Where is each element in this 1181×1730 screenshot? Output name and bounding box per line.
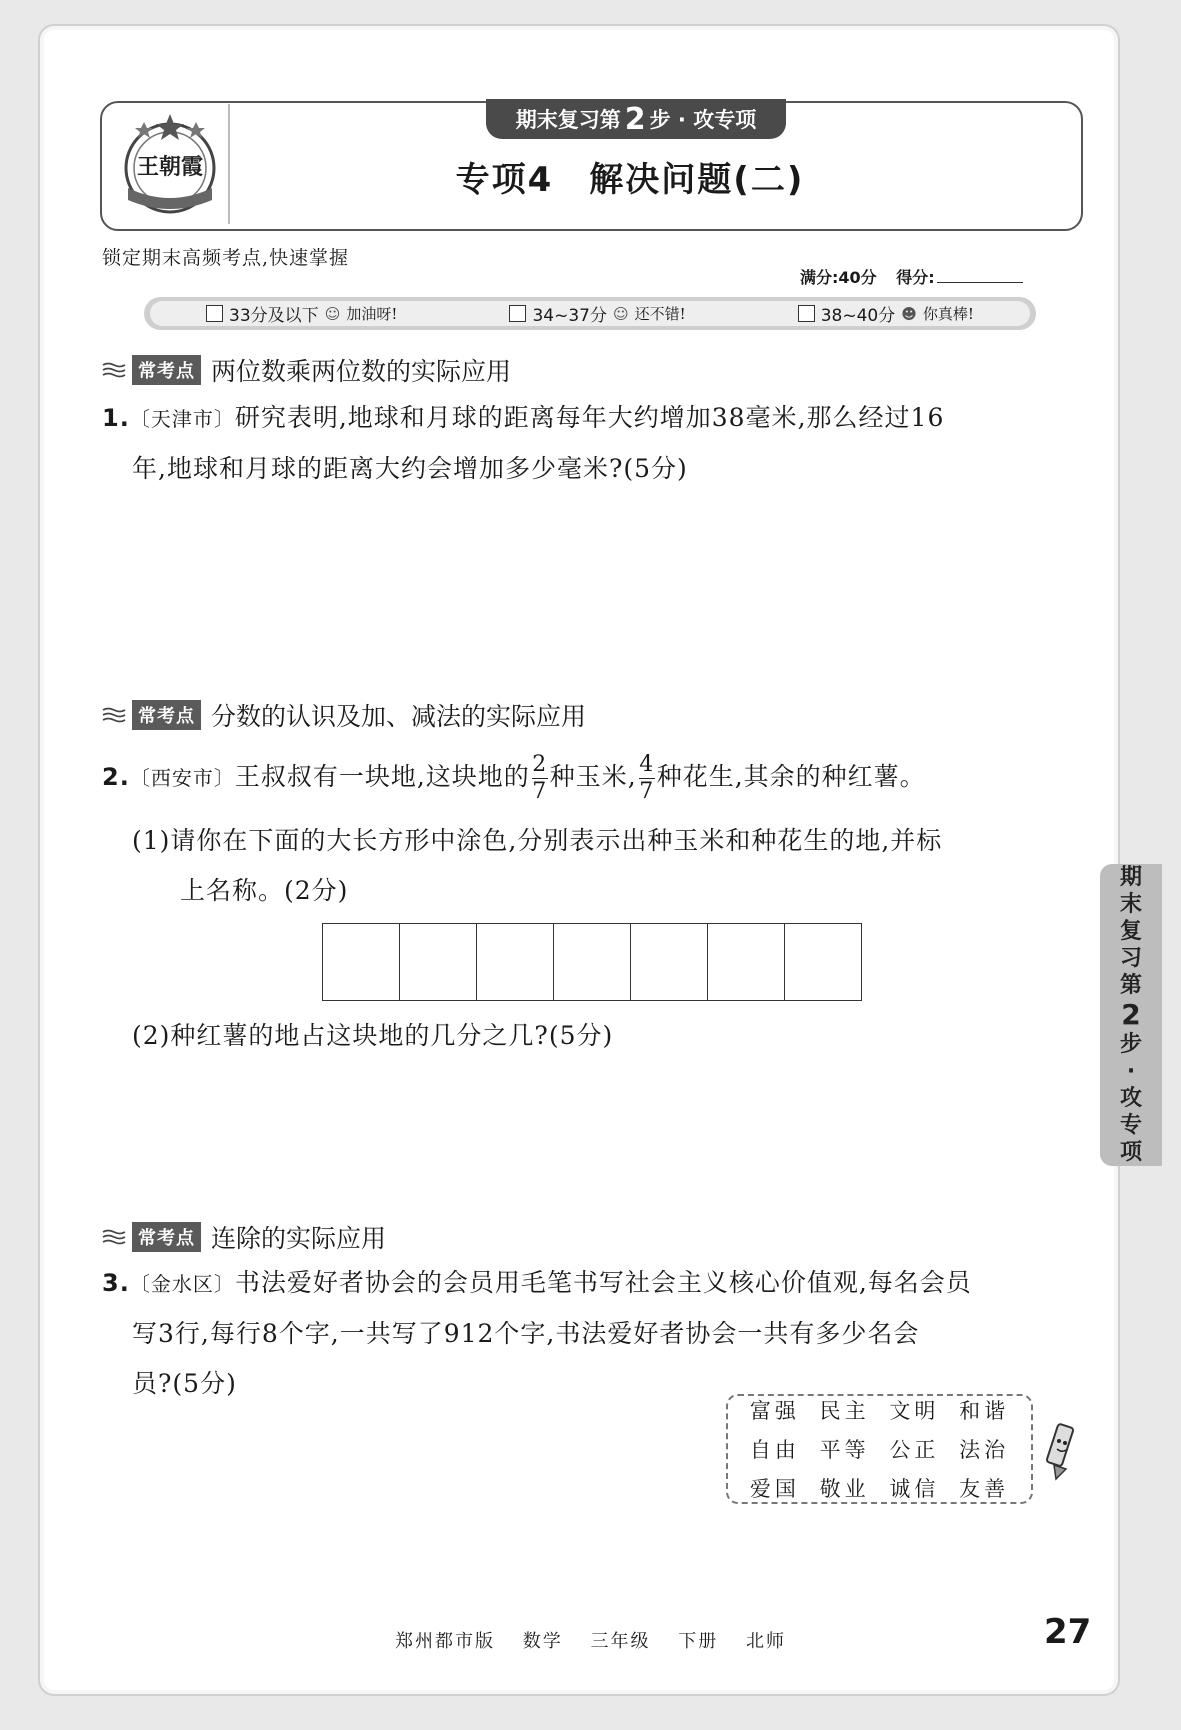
score-label: 得分: [896,268,935,287]
rating-checkbox-low[interactable] [206,305,223,322]
wave-icon [102,706,126,724]
question-text: 种花生,其余的种红薯。 [656,762,926,791]
sub-question-2: (2)种红薯的地占这块地的几分之几?(5分) [132,1021,614,1050]
core-value: 公正 [889,1438,940,1462]
fraction-numerator: 4 [639,752,655,777]
page-title: 专项4 解决问题(二) [455,160,805,200]
side-tab-char: 末 [1119,892,1142,917]
core-value: 诚信 [889,1477,940,1501]
score-line [800,265,1023,288]
sub-question-1 [132,816,1080,916]
rating-checkbox-mid[interactable] [509,305,526,322]
pencil-mascot-icon [1040,1415,1080,1485]
smile-face-icon: ☺ [612,304,629,323]
core-value: 民主 [819,1399,870,1423]
core-value: 法治 [959,1438,1010,1462]
rect-cell[interactable] [785,924,861,1000]
core-value: 敬业 [819,1477,870,1501]
rating-item-low [206,301,397,326]
rating-checkbox-high[interactable] [798,305,815,322]
rating-range-mid: 34~37分 [532,306,607,326]
core-value: 自由 [749,1438,800,1462]
question-line: 研究表明,地球和月球的距离每年大约增加38毫米,那么经过16 [234,403,945,432]
side-tab-char: 专 [1119,1113,1142,1138]
section-badge: 常考点 [132,1222,201,1252]
question-source: 〔西安市〕 [129,766,235,790]
question-1 [102,393,1082,494]
fraction-numerator: 2 [532,752,548,777]
tagline: 锁定期末高频考点,快速掌握 [102,247,350,269]
rating-msg-low: 加油呀! [346,305,398,323]
section-head-3 [102,1219,386,1255]
step-tab-suffix: 步 · 攻专项 [649,108,757,132]
rating-inner [150,301,1030,326]
rating-bar [144,297,1036,330]
rect-cell[interactable] [631,924,708,1000]
logo-divider [228,104,230,224]
score-blank[interactable] [937,282,1023,283]
section-title: 两位数乘两位数的实际应用 [211,357,512,386]
sub-question-line: 上名称。(2分) [180,876,349,905]
side-tab-char: 复 [1119,919,1142,944]
fraction-peanut [639,752,655,805]
question-line: 书法爱好者协会的会员用毛笔书写社会主义核心价值观,每名会员 [234,1268,972,1297]
rect-cell[interactable] [708,924,785,1000]
rating-msg-mid: 还不错! [634,305,686,323]
question-text: 种玉米, [549,762,637,791]
question-line: 员?(5分) [132,1369,237,1398]
section-head-2 [102,697,586,733]
core-value: 友善 [959,1477,1010,1501]
question-text: 王叔叔有一块地,这块地的 [234,762,530,791]
publisher-logo [114,108,226,220]
core-value: 文明 [889,1399,940,1423]
rating-item-high [798,301,974,326]
core-value: 爱国 [749,1477,800,1501]
side-tab-char: 步 [1119,1032,1142,1057]
cheer-face-icon: ☺ [324,304,341,323]
core-value: 和谐 [959,1399,1010,1423]
question-2 [102,752,1082,805]
side-tab-char: 第 [1119,973,1142,998]
question-number: 3. [102,1269,130,1297]
side-tab-char: 期 [1119,865,1142,890]
footer-grade: 三年级 [590,1631,651,1652]
side-tab-char: 项 [1119,1140,1142,1165]
coloring-rectangle [322,923,862,1001]
fraction-denominator: 7 [532,779,548,804]
side-tab-char: 攻 [1119,1086,1142,1111]
step-tab-number: 2 [624,101,646,137]
core-value: 富强 [749,1399,800,1423]
side-tab-char: 习 [1119,946,1142,971]
rect-cell[interactable] [554,924,631,1000]
full-score: 满分:40分 [800,268,877,287]
rating-item-mid [509,301,685,326]
question-number: 1. [102,404,130,432]
rect-cell[interactable] [400,924,477,1000]
core-values-box [726,1394,1033,1504]
fraction-corn [532,752,548,805]
section-badge: 常考点 [132,355,201,385]
happy-face-icon: ☻ [901,304,917,323]
question-source: 〔天津市〕 [129,407,235,431]
footer-volume: 下册 [678,1631,719,1652]
footer [0,1627,1181,1653]
core-value: 平等 [819,1438,870,1462]
rating-range-high: 38~40分 [820,306,896,326]
step-tab [486,99,786,139]
section-title: 分数的认识及加、减法的实际应用 [211,702,587,731]
footer-publisher: 北师 [745,1631,786,1652]
footer-subject: 数学 [522,1631,563,1652]
footer-edition: 郑州都市版 [395,1631,496,1652]
question-3 [102,1258,1082,1409]
rect-cell[interactable] [477,924,554,1000]
question-number: 2. [102,763,130,791]
wave-icon [102,1228,126,1246]
side-tab-char: · [1126,1059,1136,1084]
question-source: 〔金水区〕 [129,1272,235,1296]
rating-range-low: 33分及以下 [229,306,319,326]
sub-question-line: (1)请你在下面的大长方形中涂色,分别表示出种玉米和种花生的地,并标 [132,826,943,855]
section-head-1 [102,352,511,388]
section-title: 连除的实际应用 [211,1224,387,1253]
question-line: 年,地球和月球的距离大约会增加多少毫米?(5分) [132,454,688,483]
wave-icon [102,361,126,379]
section-badge: 常考点 [132,700,201,730]
rect-cell[interactable] [323,924,400,1000]
page-number: 27 [1044,1612,1092,1652]
side-tab [1100,864,1162,1166]
side-tab-char: 2 [1121,998,1141,1031]
svg-text:王朝霞: 王朝霞 [136,154,204,180]
question-line: 写3行,每行8个字,一共写了912个字,书法爱好者协会一共有多少名会 [132,1319,920,1348]
step-tab-prefix: 期末复习第 [515,108,621,132]
rating-msg-high: 你真棒! [922,305,974,323]
fraction-denominator: 7 [639,779,655,804]
